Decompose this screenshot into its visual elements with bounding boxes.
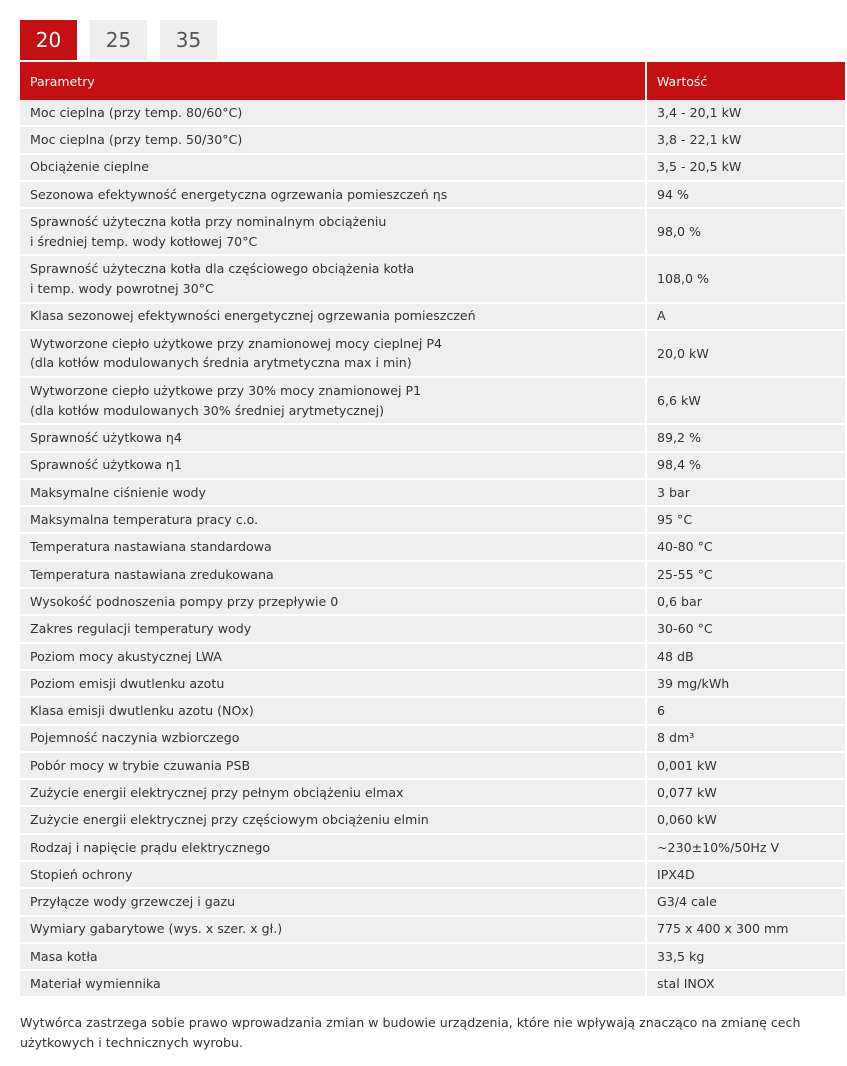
parameter-label-line: Wytworzone ciepło użytkowe przy 30% mocy znamionowej P1: [30, 383, 422, 399]
table-row: [20, 726, 845, 753]
parameter-label-line: Rodzaj i napięcie prądu elektrycznego: [30, 839, 271, 855]
value-cell: 775 x 400 x 300 mm: [647, 917, 845, 944]
parameter-label-line: Sprawność użytkowa η1: [30, 457, 182, 473]
parameter-label-line: i średniej temp. wody kotłowej 70°C: [30, 233, 258, 249]
value-cell: 94 %: [647, 182, 845, 209]
parameter-cell: [20, 507, 647, 534]
parameter-cell: [20, 425, 647, 452]
value-cell: 6: [647, 698, 845, 725]
parameter-cell: [20, 671, 647, 698]
parameter-label-line: Klasa emisji dwutlenku azotu (NOx): [30, 703, 254, 719]
parameter-cell: [20, 127, 647, 154]
parameter-cell: [20, 155, 647, 182]
parameter-cell: [20, 917, 647, 944]
value-cell: 39 mg/kWh: [647, 671, 845, 698]
column-header-parameters: Parametry: [20, 62, 647, 100]
value-cell: 3 bar: [647, 480, 845, 507]
parameter-cell: [20, 616, 647, 643]
table-row: [20, 698, 845, 725]
parameter-cell: [20, 453, 647, 480]
parameter-cell: [20, 753, 647, 780]
parameter-cell: [20, 562, 647, 589]
parameter-label-line: Sezonowa efektywność energetyczna ogrzewania pomieszczeń ηs: [30, 186, 448, 202]
parameter-cell: [20, 480, 647, 507]
parameter-cell: [20, 378, 647, 425]
parameter-label-line: Sprawność użyteczna kotła przy nominalnym obciążeniu: [30, 214, 387, 230]
value-cell: 48 dB: [647, 644, 845, 671]
parameter-label-line: Wymiary gabarytowe (wys. x szer. x gł.): [30, 921, 283, 937]
value-cell: stal INOX: [647, 971, 845, 998]
parameter-label-line: Poziom mocy akustycznej LWA: [30, 648, 222, 664]
parameter-cell: [20, 182, 647, 209]
parameter-label-line: Zużycie energii elektrycznej przy częściowym obciążeniu elmin: [30, 812, 429, 828]
table-row: [20, 155, 845, 182]
value-cell: A: [647, 304, 845, 331]
parameter-cell: [20, 780, 647, 807]
parameter-cell: [20, 100, 647, 127]
parameter-cell: [20, 209, 647, 256]
specification-table: [20, 62, 845, 998]
value-cell: 8 dm³: [647, 726, 845, 753]
value-cell: 40-80 °C: [647, 534, 845, 561]
table-row: [20, 671, 845, 698]
tab-35[interactable]: 35: [160, 20, 217, 60]
parameter-label-line: Zakres regulacji temperatury wody: [30, 621, 252, 637]
value-cell: 108,0 %: [647, 256, 845, 303]
parameter-cell: [20, 944, 647, 971]
parameter-cell: [20, 835, 647, 862]
parameter-label-line: Poziom emisji dwutlenku azotu: [30, 675, 225, 691]
parameter-label-line: Sprawność użyteczna kotła dla częściowego obciążenia kotła: [30, 261, 415, 277]
value-cell: 98,4 %: [647, 453, 845, 480]
parameter-label-line: Masa kotła: [30, 948, 98, 964]
table-row: [20, 862, 845, 889]
value-cell: 0,060 kW: [647, 807, 845, 834]
value-cell: 33,5 kg: [647, 944, 845, 971]
value-cell: IPX4D: [647, 862, 845, 889]
parameter-cell: [20, 889, 647, 916]
parameter-label-line: i temp. wody powrotnej 30°C: [30, 280, 214, 296]
table-row: [20, 256, 845, 303]
parameter-cell: [20, 807, 647, 834]
table-row: [20, 644, 845, 671]
parameter-label-line: Maksymalna temperatura pracy c.o.: [30, 512, 259, 528]
disclaimer-note: Wytwórca zastrzega sobie prawo wprowadzania zmian w budowie urządzenia, które nie wpływają znacząco na zmianę cech użytkowych i technicznych wyrobu.: [20, 1015, 801, 1050]
table-row: [20, 889, 845, 916]
value-cell: 89,2 %: [647, 425, 845, 452]
parameter-cell: [20, 644, 647, 671]
value-cell: 98,0 %: [647, 209, 845, 256]
parameter-label-line: Stopień ochrony: [30, 866, 133, 882]
table-row: [20, 917, 845, 944]
value-cell: 6,6 kW: [647, 378, 845, 425]
parameter-label-line: Maksymalne ciśnienie wody: [30, 484, 207, 500]
table-row: [20, 534, 845, 561]
value-cell: 20,0 kW: [647, 331, 845, 378]
table-header-row: [20, 62, 845, 100]
table-row: [20, 378, 845, 425]
table-row: [20, 127, 845, 154]
parameter-label-line: Wysokość podnoszenia pompy przy przepływie 0: [30, 593, 339, 609]
parameter-cell: [20, 256, 647, 303]
value-cell: 3,4 - 20,1 kW: [647, 100, 845, 127]
value-cell: 0,077 kW: [647, 780, 845, 807]
parameter-label-line: Pojemność naczynia wzbiorczego: [30, 730, 240, 746]
tab-25[interactable]: 25: [90, 20, 147, 60]
value-cell: 30-60 °C: [647, 616, 845, 643]
value-cell: 95 °C: [647, 507, 845, 534]
table-row: [20, 753, 845, 780]
parameter-label-line: (dla kotłów modulowanych średnia arytmetyczna max i min): [30, 355, 412, 371]
table-row: [20, 562, 845, 589]
parameter-label-line: Obciążenie cieplne: [30, 159, 150, 175]
table-row: [20, 480, 845, 507]
value-cell: 3,8 - 22,1 kW: [647, 127, 845, 154]
table-row: [20, 835, 845, 862]
parameter-label-line: Zużycie energii elektrycznej przy pełnym obciążeniu elmax: [30, 784, 404, 800]
table-row: [20, 944, 845, 971]
tab-20[interactable]: 20: [20, 20, 77, 60]
table-row: [20, 304, 845, 331]
table-row: [20, 616, 845, 643]
value-cell: 25-55 °C: [647, 562, 845, 589]
parameter-label-line: Sprawność użytkowa η4: [30, 430, 182, 446]
table-row: [20, 971, 845, 998]
parameter-cell: [20, 862, 647, 889]
table-row: [20, 453, 845, 480]
value-cell: G3/4 cale: [647, 889, 845, 916]
parameter-cell: [20, 304, 647, 331]
table-row: [20, 507, 845, 534]
column-header-value: Wartość: [647, 62, 845, 100]
parameter-label-line: Pobór mocy w trybie czuwania PSB: [30, 757, 251, 773]
table-row: [20, 425, 845, 452]
parameter-cell: [20, 698, 647, 725]
value-cell: 3,5 - 20,5 kW: [647, 155, 845, 182]
parameter-label-line: Moc cieplna (przy temp. 50/30°C): [30, 132, 243, 148]
power-variant-tabs: [20, 20, 230, 60]
parameter-label-line: Przyłącze wody grzewczej i gazu: [30, 894, 236, 910]
parameter-label-line: Wytworzone ciepło użytkowe przy znamionowej mocy cieplnej P4: [30, 335, 443, 351]
parameter-label-line: Materiał wymiennika: [30, 976, 161, 992]
parameter-label-line: Temperatura nastawiana zredukowana: [30, 566, 274, 582]
table-body: [20, 100, 845, 998]
table-row: [20, 182, 845, 209]
parameter-label-line: Klasa sezonowej efektywności energetycznej ogrzewania pomieszczeń: [30, 308, 476, 324]
parameter-cell: [20, 971, 647, 998]
value-cell: 0,001 kW: [647, 753, 845, 780]
parameter-label-line: Temperatura nastawiana standardowa: [30, 539, 272, 555]
parameter-label-line: Moc cieplna (przy temp. 80/60°C): [30, 104, 243, 120]
table-row: [20, 807, 845, 834]
table-row: [20, 780, 845, 807]
table-row: [20, 589, 845, 616]
parameter-cell: [20, 726, 647, 753]
value-cell: ~230±10%/50Hz V: [647, 835, 845, 862]
table-row: [20, 100, 845, 127]
parameter-cell: [20, 589, 647, 616]
parameter-cell: [20, 331, 647, 378]
value-cell: 0,6 bar: [647, 589, 845, 616]
parameter-cell: [20, 534, 647, 561]
table-row: [20, 331, 845, 378]
parameter-label-line: (dla kotłów modulowanych 30% średniej arytmetycznej): [30, 402, 385, 418]
table-row: [20, 209, 845, 256]
